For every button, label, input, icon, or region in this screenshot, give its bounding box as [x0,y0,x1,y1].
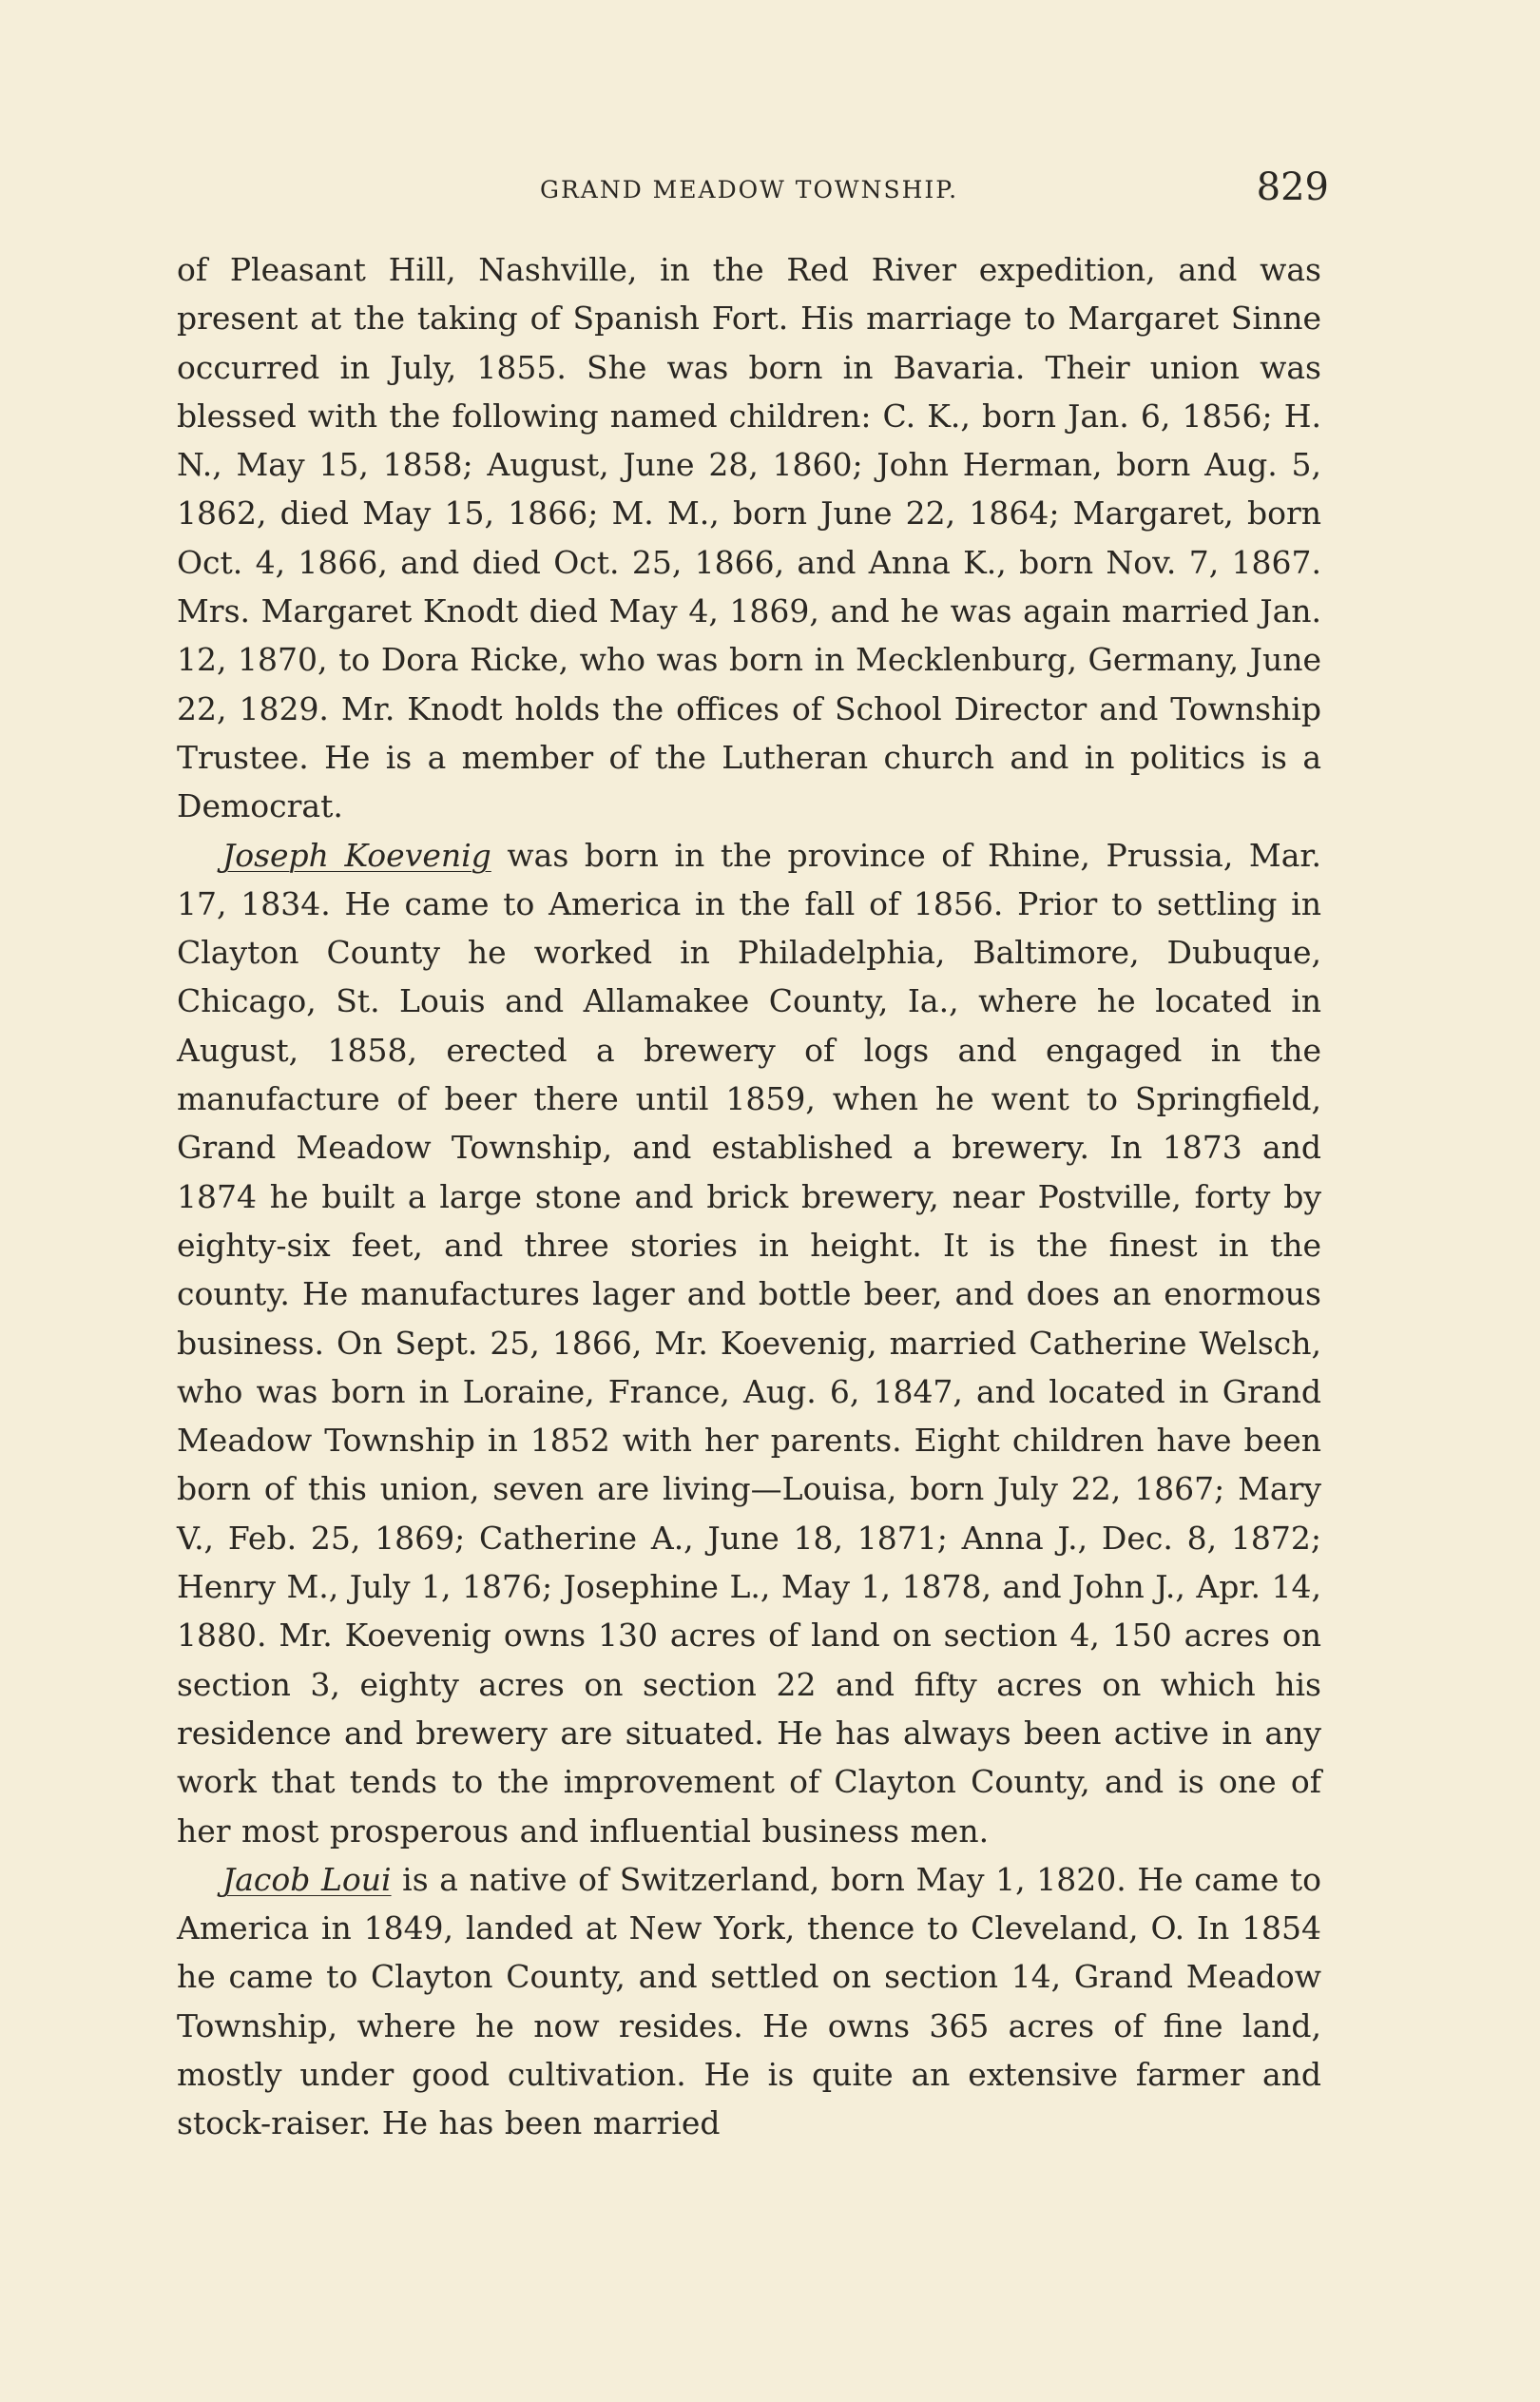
biography-name: Joseph Koevenig [222,836,491,874]
running-head [177,165,1329,228]
paragraph-knodt [177,245,1321,831]
running-title: GRAND MEADOW TOWNSHIP. [539,176,959,203]
paragraph-loui [177,1855,1321,2148]
paragraph-text: of Pleasant Hill, Nashville, in the Red River expedition, and was present at the taking of Spanish Fort. His marriage to Margaret Sinne occurred in July, 1855. She was born in Bavaria. Their union was blessed with the following named children: C. K., born Jan. 6, 1856; H. N., May 15, 1858; August, June 28, 1860; John Herman, born Aug. 5, 1862, died May 15, 1866; M. M., born June 22, 1864; Margaret, born Oct. 4, 1866, and died Oct. 25, 1866, and Anna K., born Nov. 7, 1867. Mrs. Margaret Knodt died May 4, 1869, and he was again married Jan. 12, 1870, to Dora Ricke, who was born in Mecklenburg, Germany, June 22, 1829. Mr. Knodt holds the offices of School Director and Township Trustee. He is a member of the Lutheran church and in politics is a Democrat. [177,251,1321,825]
biography-name: Jacob Loui [222,1860,392,1898]
paragraph-text: is a native of Switzerland, born May 1, 1820. He came to America in 1849, landed at New York, thence to Cleveland, O. In 1854 he came to Clayton County, and settled on section 14, Grand Meadow Township, where he now resides. He owns 365 acres of fine land, mostly under good cultivation. He is quite an extensive farmer and stock-raiser. He has been married [177,1860,1321,2142]
page-number: 829 [1256,165,1329,209]
paragraph-koevenig [177,831,1321,1855]
body-text [177,245,1321,2148]
paragraph-text: was born in the province of Rhine, Prussia, Mar. 17, 1834. He came to America in the fall of 1856. Prior to settling in Clayton County he worked in Philadelphia, Baltimore, Dubuque, Chicago, St. Louis and Allamakee County, Ia., where he located in August, 1858, erected a brewery of logs and engaged in the manufacture of beer there until 1859, when he went to Springfield, Grand Meadow Township, and established a brewery. In 1873 and 1874 he built a large stone and brick brewery, near Postville, forty by eighty-six feet, and three stories in height. It is the finest in the county. He manufactures lager and bottle beer, and does an enormous business. On Sept. 25, 1866, Mr. Koevenig, married Catherine Welsch, who was born in Loraine, France, Aug. 6, 1847, and located in Grand Meadow Township in 1852 with her parents. Eight children have been born of this union, seven are living—Louisa, born July 22, 1867; Mary V., Feb. 25, 1869; Catherine A., June 18, 1871; Anna J., Dec. 8, 1872; Henry M., July 1, 1876; Josephine L., May 1, 1878, and John J., Apr. 14, 1880. Mr. Koevenig owns 130 acres of land on section 4, 150 acres on section 3, eighty acres on section 22 and fifty acres on which his residence and brewery are situated. He has always been active in any work that tends to the improvement of Clayton County, and is one of her most prosperous and influential business men. [177,836,1322,1850]
